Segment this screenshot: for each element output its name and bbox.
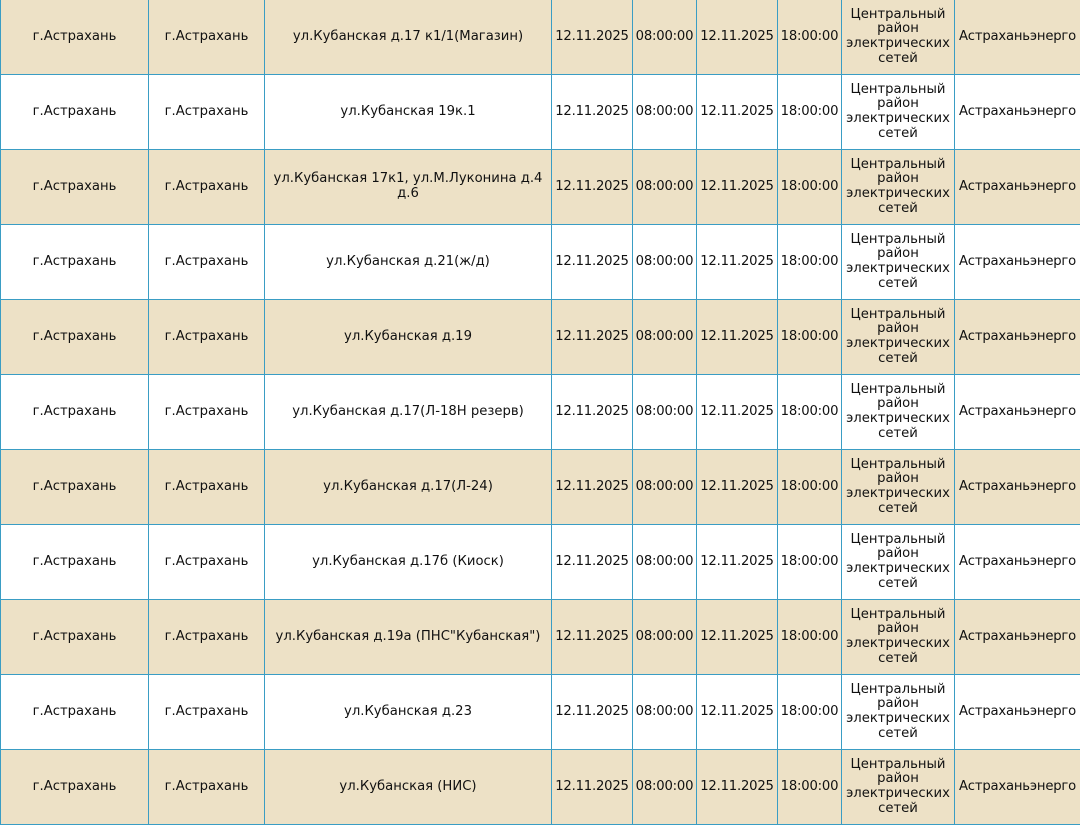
region-cell: г.Астрахань [1, 375, 149, 450]
start-date-cell: 12.11.2025 [552, 375, 633, 450]
address-cell: ул.Кубанская д.19а (ПНС"Кубанская") [265, 600, 552, 675]
start-time-cell: 08:00:00 [633, 750, 697, 825]
company-cell: Астраханьэнерго [955, 300, 1080, 375]
table-row [1, 75, 1080, 150]
city-cell: г.Астрахань [149, 150, 265, 225]
address-cell: ул.Кубанская (НИС) [265, 750, 552, 825]
company-cell: Астраханьэнерго [955, 375, 1080, 450]
department-cell: Центральный район электрических сетей [842, 75, 955, 150]
start-time-cell: 08:00:00 [633, 600, 697, 675]
end-date-cell: 12.11.2025 [697, 525, 778, 600]
start-time-cell: 08:00:00 [633, 375, 697, 450]
address-cell: ул.Кубанская д.17(Л-24) [265, 450, 552, 525]
start-date-cell: 12.11.2025 [552, 675, 633, 750]
end-time-cell: 18:00:00 [778, 0, 842, 75]
region-cell: г.Астрахань [1, 225, 149, 300]
company-cell: Астраханьэнерго [955, 600, 1080, 675]
address-cell: ул.Кубанская д.17(Л-18Н резерв) [265, 375, 552, 450]
company-cell: Астраханьэнерго [955, 525, 1080, 600]
company-cell: Астраханьэнерго [955, 75, 1080, 150]
department-cell: Центральный район электрических сетей [842, 525, 955, 600]
department-cell: Центральный район электрических сетей [842, 450, 955, 525]
start-time-cell: 08:00:00 [633, 525, 697, 600]
region-cell: г.Астрахань [1, 675, 149, 750]
start-date-cell: 12.11.2025 [552, 150, 633, 225]
end-date-cell: 12.11.2025 [697, 675, 778, 750]
region-cell: г.Астрахань [1, 0, 149, 75]
start-time-cell: 08:00:00 [633, 225, 697, 300]
start-date-cell: 12.11.2025 [552, 600, 633, 675]
region-cell: г.Астрахань [1, 450, 149, 525]
city-cell: г.Астрахань [149, 750, 265, 825]
start-time-cell: 08:00:00 [633, 675, 697, 750]
end-time-cell: 18:00:00 [778, 75, 842, 150]
region-cell: г.Астрахань [1, 150, 149, 225]
start-time-cell: 08:00:00 [633, 150, 697, 225]
company-cell: Астраханьэнерго [955, 0, 1080, 75]
department-cell: Центральный район электрических сетей [842, 300, 955, 375]
end-date-cell: 12.11.2025 [697, 75, 778, 150]
start-time-cell: 08:00:00 [633, 450, 697, 525]
table-row [1, 450, 1080, 525]
city-cell: г.Астрахань [149, 225, 265, 300]
city-cell: г.Астрахань [149, 300, 265, 375]
end-date-cell: 12.11.2025 [697, 150, 778, 225]
start-date-cell: 12.11.2025 [552, 750, 633, 825]
start-date-cell: 12.11.2025 [552, 450, 633, 525]
table-row [1, 225, 1080, 300]
table-body [1, 0, 1080, 825]
end-date-cell: 12.11.2025 [697, 0, 778, 75]
end-time-cell: 18:00:00 [778, 225, 842, 300]
region-cell: г.Астрахань [1, 600, 149, 675]
city-cell: г.Астрахань [149, 675, 265, 750]
department-cell: Центральный район электрических сетей [842, 0, 955, 75]
department-cell: Центральный район электрических сетей [842, 225, 955, 300]
end-date-cell: 12.11.2025 [697, 450, 778, 525]
department-cell: Центральный район электрических сетей [842, 375, 955, 450]
table-row [1, 525, 1080, 600]
city-cell: г.Астрахань [149, 375, 265, 450]
region-cell: г.Астрахань [1, 300, 149, 375]
address-cell: ул.Кубанская д.21(ж/д) [265, 225, 552, 300]
table-row [1, 300, 1080, 375]
end-date-cell: 12.11.2025 [697, 375, 778, 450]
table-row [1, 600, 1080, 675]
address-cell: ул.Кубанская д.17б (Киоск) [265, 525, 552, 600]
end-date-cell: 12.11.2025 [697, 300, 778, 375]
table-row [1, 0, 1080, 75]
department-cell: Центральный район электрических сетей [842, 675, 955, 750]
city-cell: г.Астрахань [149, 75, 265, 150]
start-date-cell: 12.11.2025 [552, 225, 633, 300]
address-cell: ул.Кубанская д.17 к1/1(Магазин) [265, 0, 552, 75]
city-cell: г.Астрахань [149, 450, 265, 525]
end-time-cell: 18:00:00 [778, 375, 842, 450]
end-time-cell: 18:00:00 [778, 300, 842, 375]
table-row [1, 675, 1080, 750]
start-time-cell: 08:00:00 [633, 0, 697, 75]
address-cell: ул.Кубанская 19к.1 [265, 75, 552, 150]
department-cell: Центральный район электрических сетей [842, 600, 955, 675]
end-time-cell: 18:00:00 [778, 450, 842, 525]
end-time-cell: 18:00:00 [778, 675, 842, 750]
city-cell: г.Астрахань [149, 600, 265, 675]
address-cell: ул.Кубанская д.23 [265, 675, 552, 750]
end-time-cell: 18:00:00 [778, 750, 842, 825]
end-time-cell: 18:00:00 [778, 600, 842, 675]
end-date-cell: 12.11.2025 [697, 750, 778, 825]
end-date-cell: 12.11.2025 [697, 600, 778, 675]
table-row [1, 375, 1080, 450]
company-cell: Астраханьэнерго [955, 225, 1080, 300]
start-time-cell: 08:00:00 [633, 300, 697, 375]
company-cell: Астраханьэнерго [955, 675, 1080, 750]
company-cell: Астраханьэнерго [955, 450, 1080, 525]
start-time-cell: 08:00:00 [633, 75, 697, 150]
company-cell: Астраханьэнерго [955, 750, 1080, 825]
end-time-cell: 18:00:00 [778, 525, 842, 600]
start-date-cell: 12.11.2025 [552, 525, 633, 600]
start-date-cell: 12.11.2025 [552, 300, 633, 375]
start-date-cell: 12.11.2025 [552, 0, 633, 75]
start-date-cell: 12.11.2025 [552, 75, 633, 150]
address-cell: ул.Кубанская 17к1, ул.М.Луконина д.4 д.6 [265, 150, 552, 225]
city-cell: г.Астрахань [149, 0, 265, 75]
region-cell: г.Астрахань [1, 750, 149, 825]
table-row [1, 150, 1080, 225]
region-cell: г.Астрахань [1, 75, 149, 150]
region-cell: г.Астрахань [1, 525, 149, 600]
end-date-cell: 12.11.2025 [697, 225, 778, 300]
company-cell: Астраханьэнерго [955, 150, 1080, 225]
address-cell: ул.Кубанская д.19 [265, 300, 552, 375]
department-cell: Центральный район электрических сетей [842, 750, 955, 825]
city-cell: г.Астрахань [149, 525, 265, 600]
end-time-cell: 18:00:00 [778, 150, 842, 225]
department-cell: Центральный район электрических сетей [842, 150, 955, 225]
table-row [1, 750, 1080, 825]
